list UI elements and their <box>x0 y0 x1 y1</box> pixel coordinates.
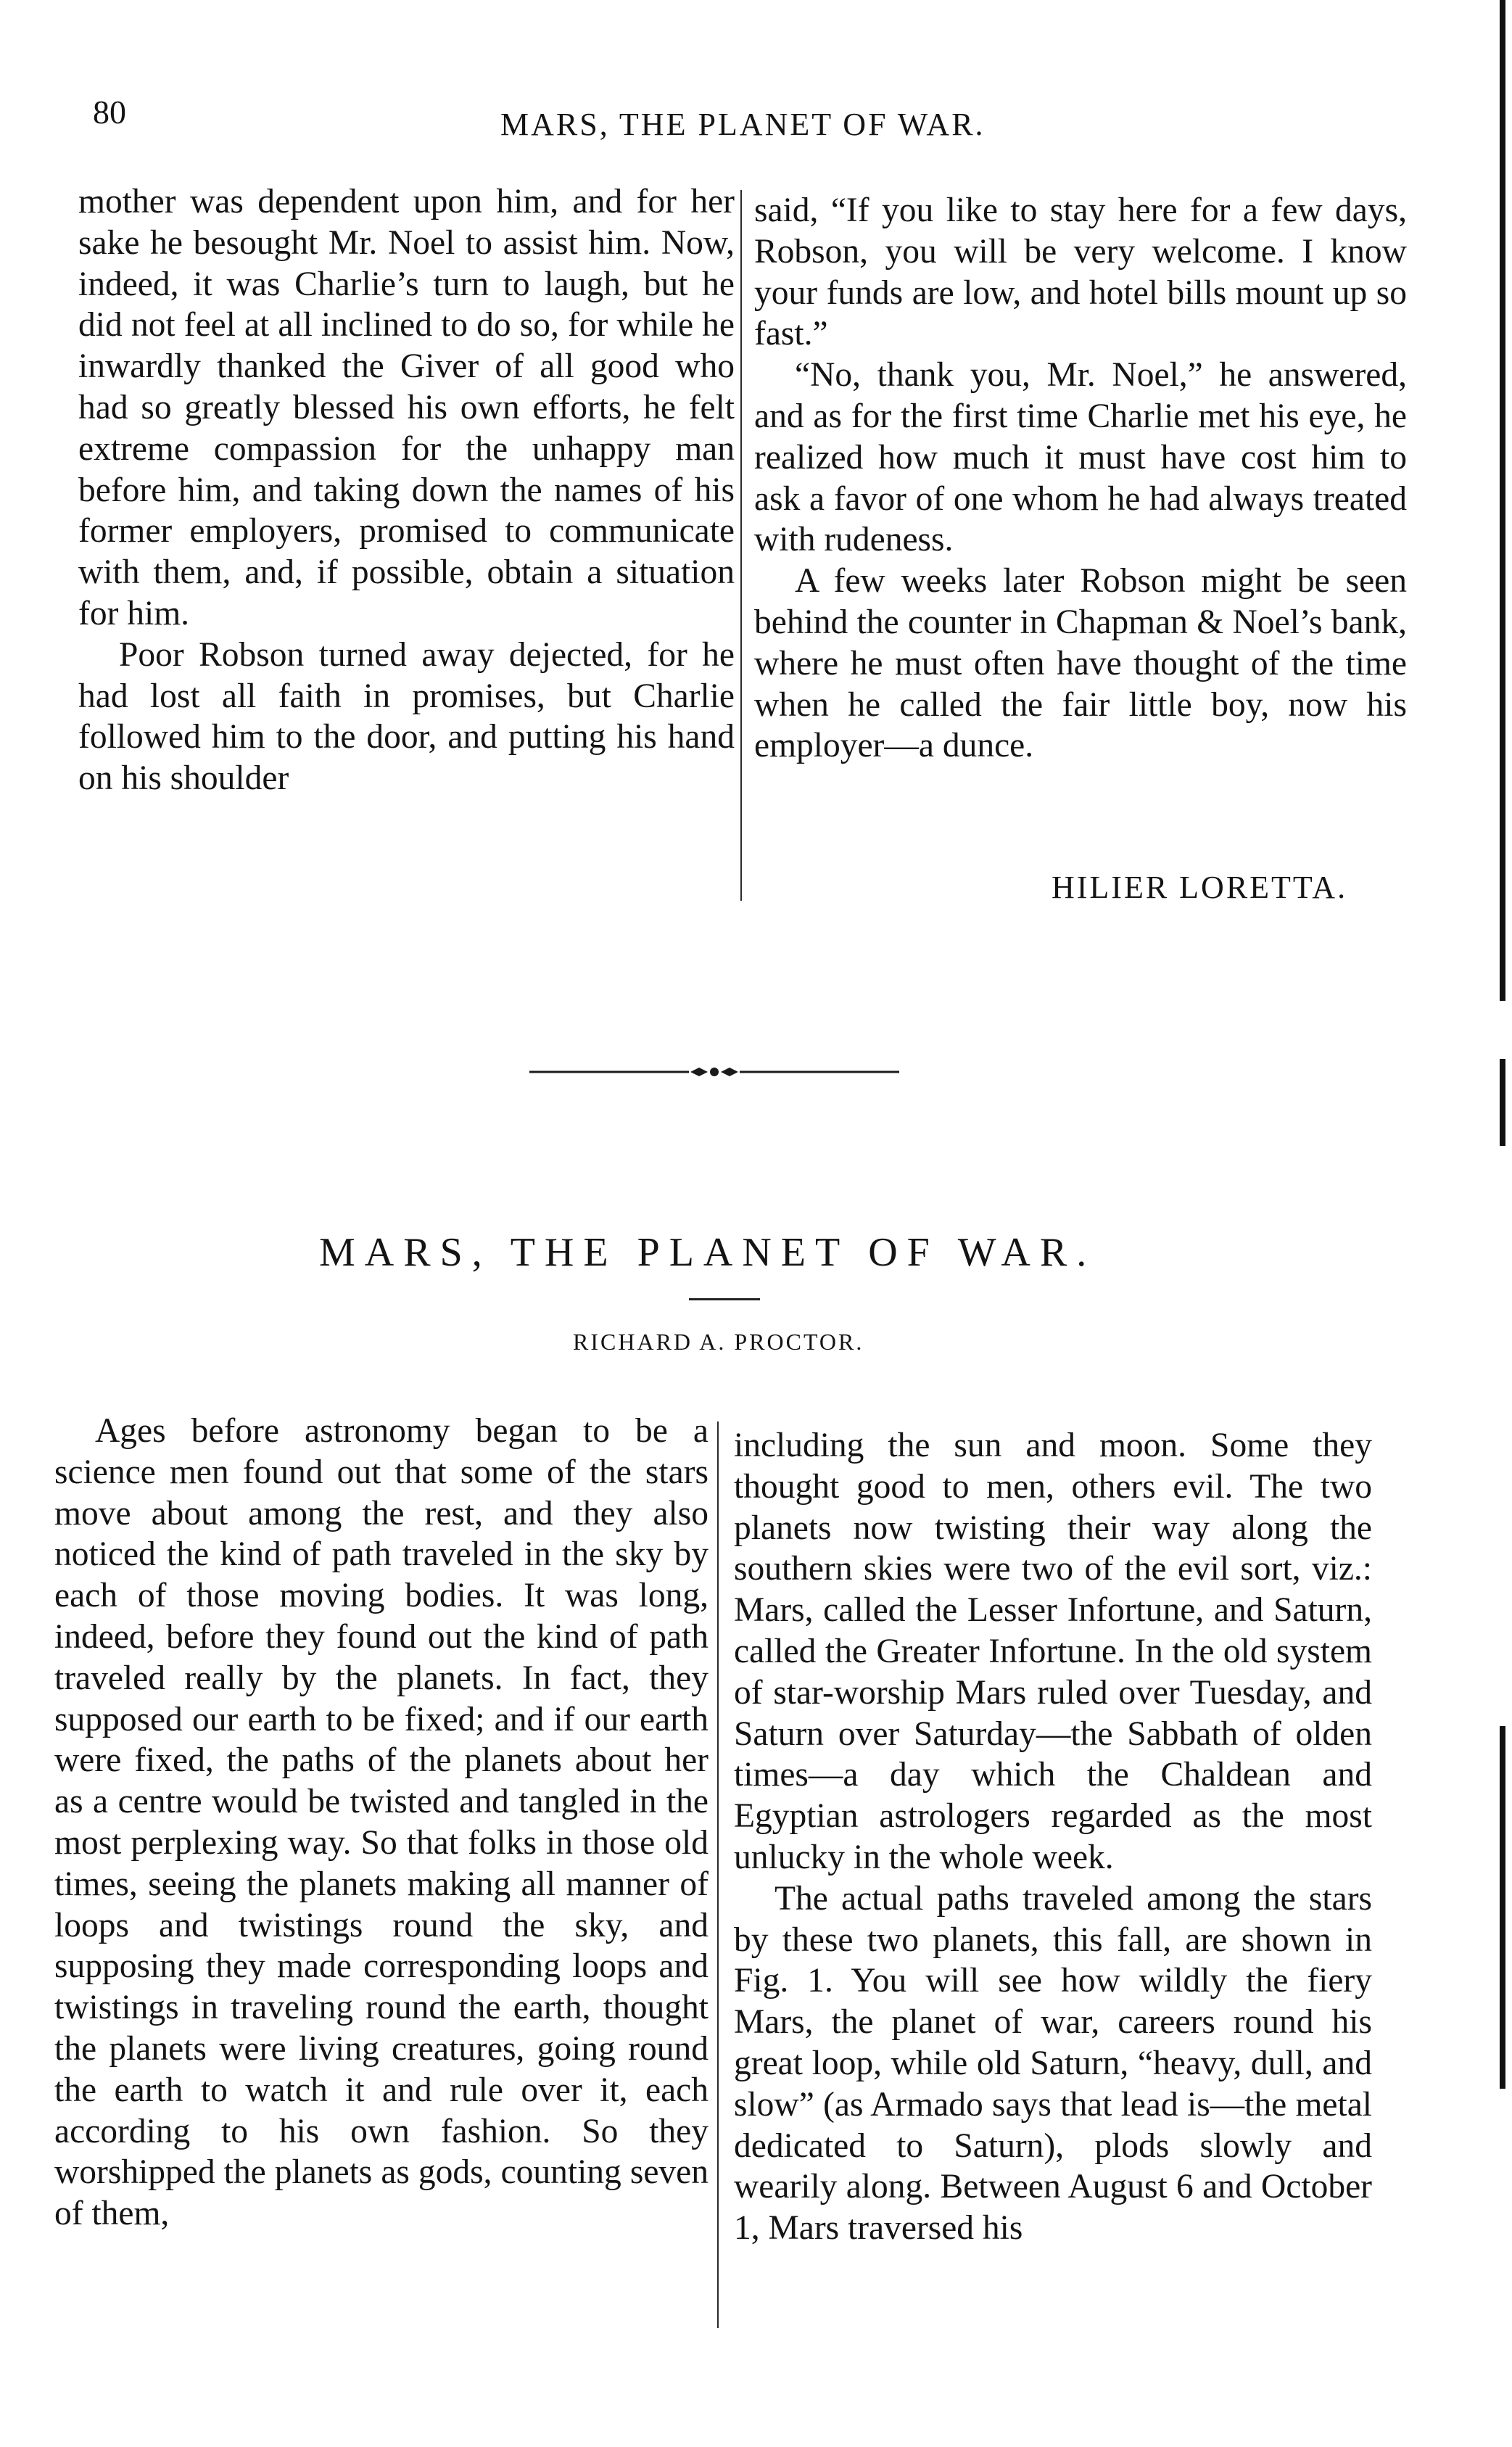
article-title: MARS, THE PLANET OF WAR. <box>319 1230 1096 1275</box>
paragraph: Poor Robson turned away dejected, for he had lost all faith in promises, but Charlie followed him to the door, and putting his hand on his shoulder <box>78 635 735 798</box>
article-right-column <box>734 1425 1372 2249</box>
binding-edge <box>1500 1059 1505 1146</box>
section-divider-ornament <box>529 1063 899 1081</box>
column-rule <box>740 190 742 901</box>
binding-edge <box>1500 0 1505 1001</box>
paragraph: said, “If you like to stay here for a few days, Robson, you will be very welcome. I know your funds are low, and hotel bills mount up so fast.” <box>754 191 1407 353</box>
signature: HILIER LORETTA. <box>1052 870 1348 905</box>
byline: RICHARD A. PROCTOR. <box>573 1329 864 1355</box>
page-number: 80 <box>93 94 126 131</box>
running-head: MARS, THE PLANET OF WAR. <box>500 107 986 142</box>
paragraph: “No, thank you, Mr. Noel,” he answered, and as for the first time Charlie met his eye, he realized how much it must have cost him to ask a favor of one whom he had always treated with rudeness. <box>754 356 1407 559</box>
paragraph: The actual paths traveled among the stars by these two planets, this fall, are shown in Fig. 1. You will see how wildly the fiery Mars, the planet of war, careers round his great loop, while old Saturn, “heavy, dull, and slow” (as Armado says that lead is—the metal dedicated to Saturn), plods slowly and wearily along. Between August 6 and October 1, Mars traversed his <box>734 1879 1372 2248</box>
paragraph: Ages before astronomy began to be a science men found out that some of the stars move about among the rest, and they also noticed the kind of path traveled in the sky by each of those moving bodies. It was long, indeed, before they found out the kind of path traveled really by the planets. In fact, they supposed our earth to be fixed; and if our earth were fixed, the paths of the planets about her as a centre would be twisted and tangled in the most perplexing way. So that folks in those old times, seeing the planets making all manner of loops and twistings round the sky, and supposing they made corresponding loops and twistings in traveling round the earth, thought the planets were living creatures, going round the earth to watch it and rule over it, each according to his own fashion. So they worshipped the planets as gods, counting seven of them, <box>54 1412 709 2233</box>
paragraph: A few weeks later Robson might be seen behind the counter in Chapman & Noel’s bank, where he must often have thought of the time when he called the fair little boy, now his employer—a dunce. <box>754 562 1407 765</box>
story-right-column <box>754 190 1407 767</box>
paragraph: including the sun and moon. Some they thought good to men, others evil. The two planets now twisting their way along the southern skies were two of the evil sort, viz.: Mars, called the Lesser Infortune, and Saturn, called the Greater Infortune. In the old system of star-worship Mars ruled over Tuesday, and Saturn over Saturday—the Sabbath of olden times—a day which the Chaldean and Egyptian astrologers regarded as the most unlucky in the whole week. <box>734 1427 1372 1876</box>
column-rule <box>717 1421 719 2328</box>
title-rule <box>689 1298 760 1300</box>
story-left-column <box>78 181 735 799</box>
paragraph: mother was dependent upon him, and for her sake he besought Mr. Noel to assist him. Now, indeed, it was Charlie’s turn to laugh, but he did not feel at all inclined to do so, for while he inwardly thanked the Giver of all good who had so greatly blessed his own efforts, he felt extreme compassion for the unhappy man before him, and taking down the names of his former employers, promised to communicate with them, and, if possible, obtain a situation for him. <box>78 183 735 632</box>
article-left-column <box>54 1411 709 2235</box>
binding-edge <box>1500 1726 1505 2089</box>
